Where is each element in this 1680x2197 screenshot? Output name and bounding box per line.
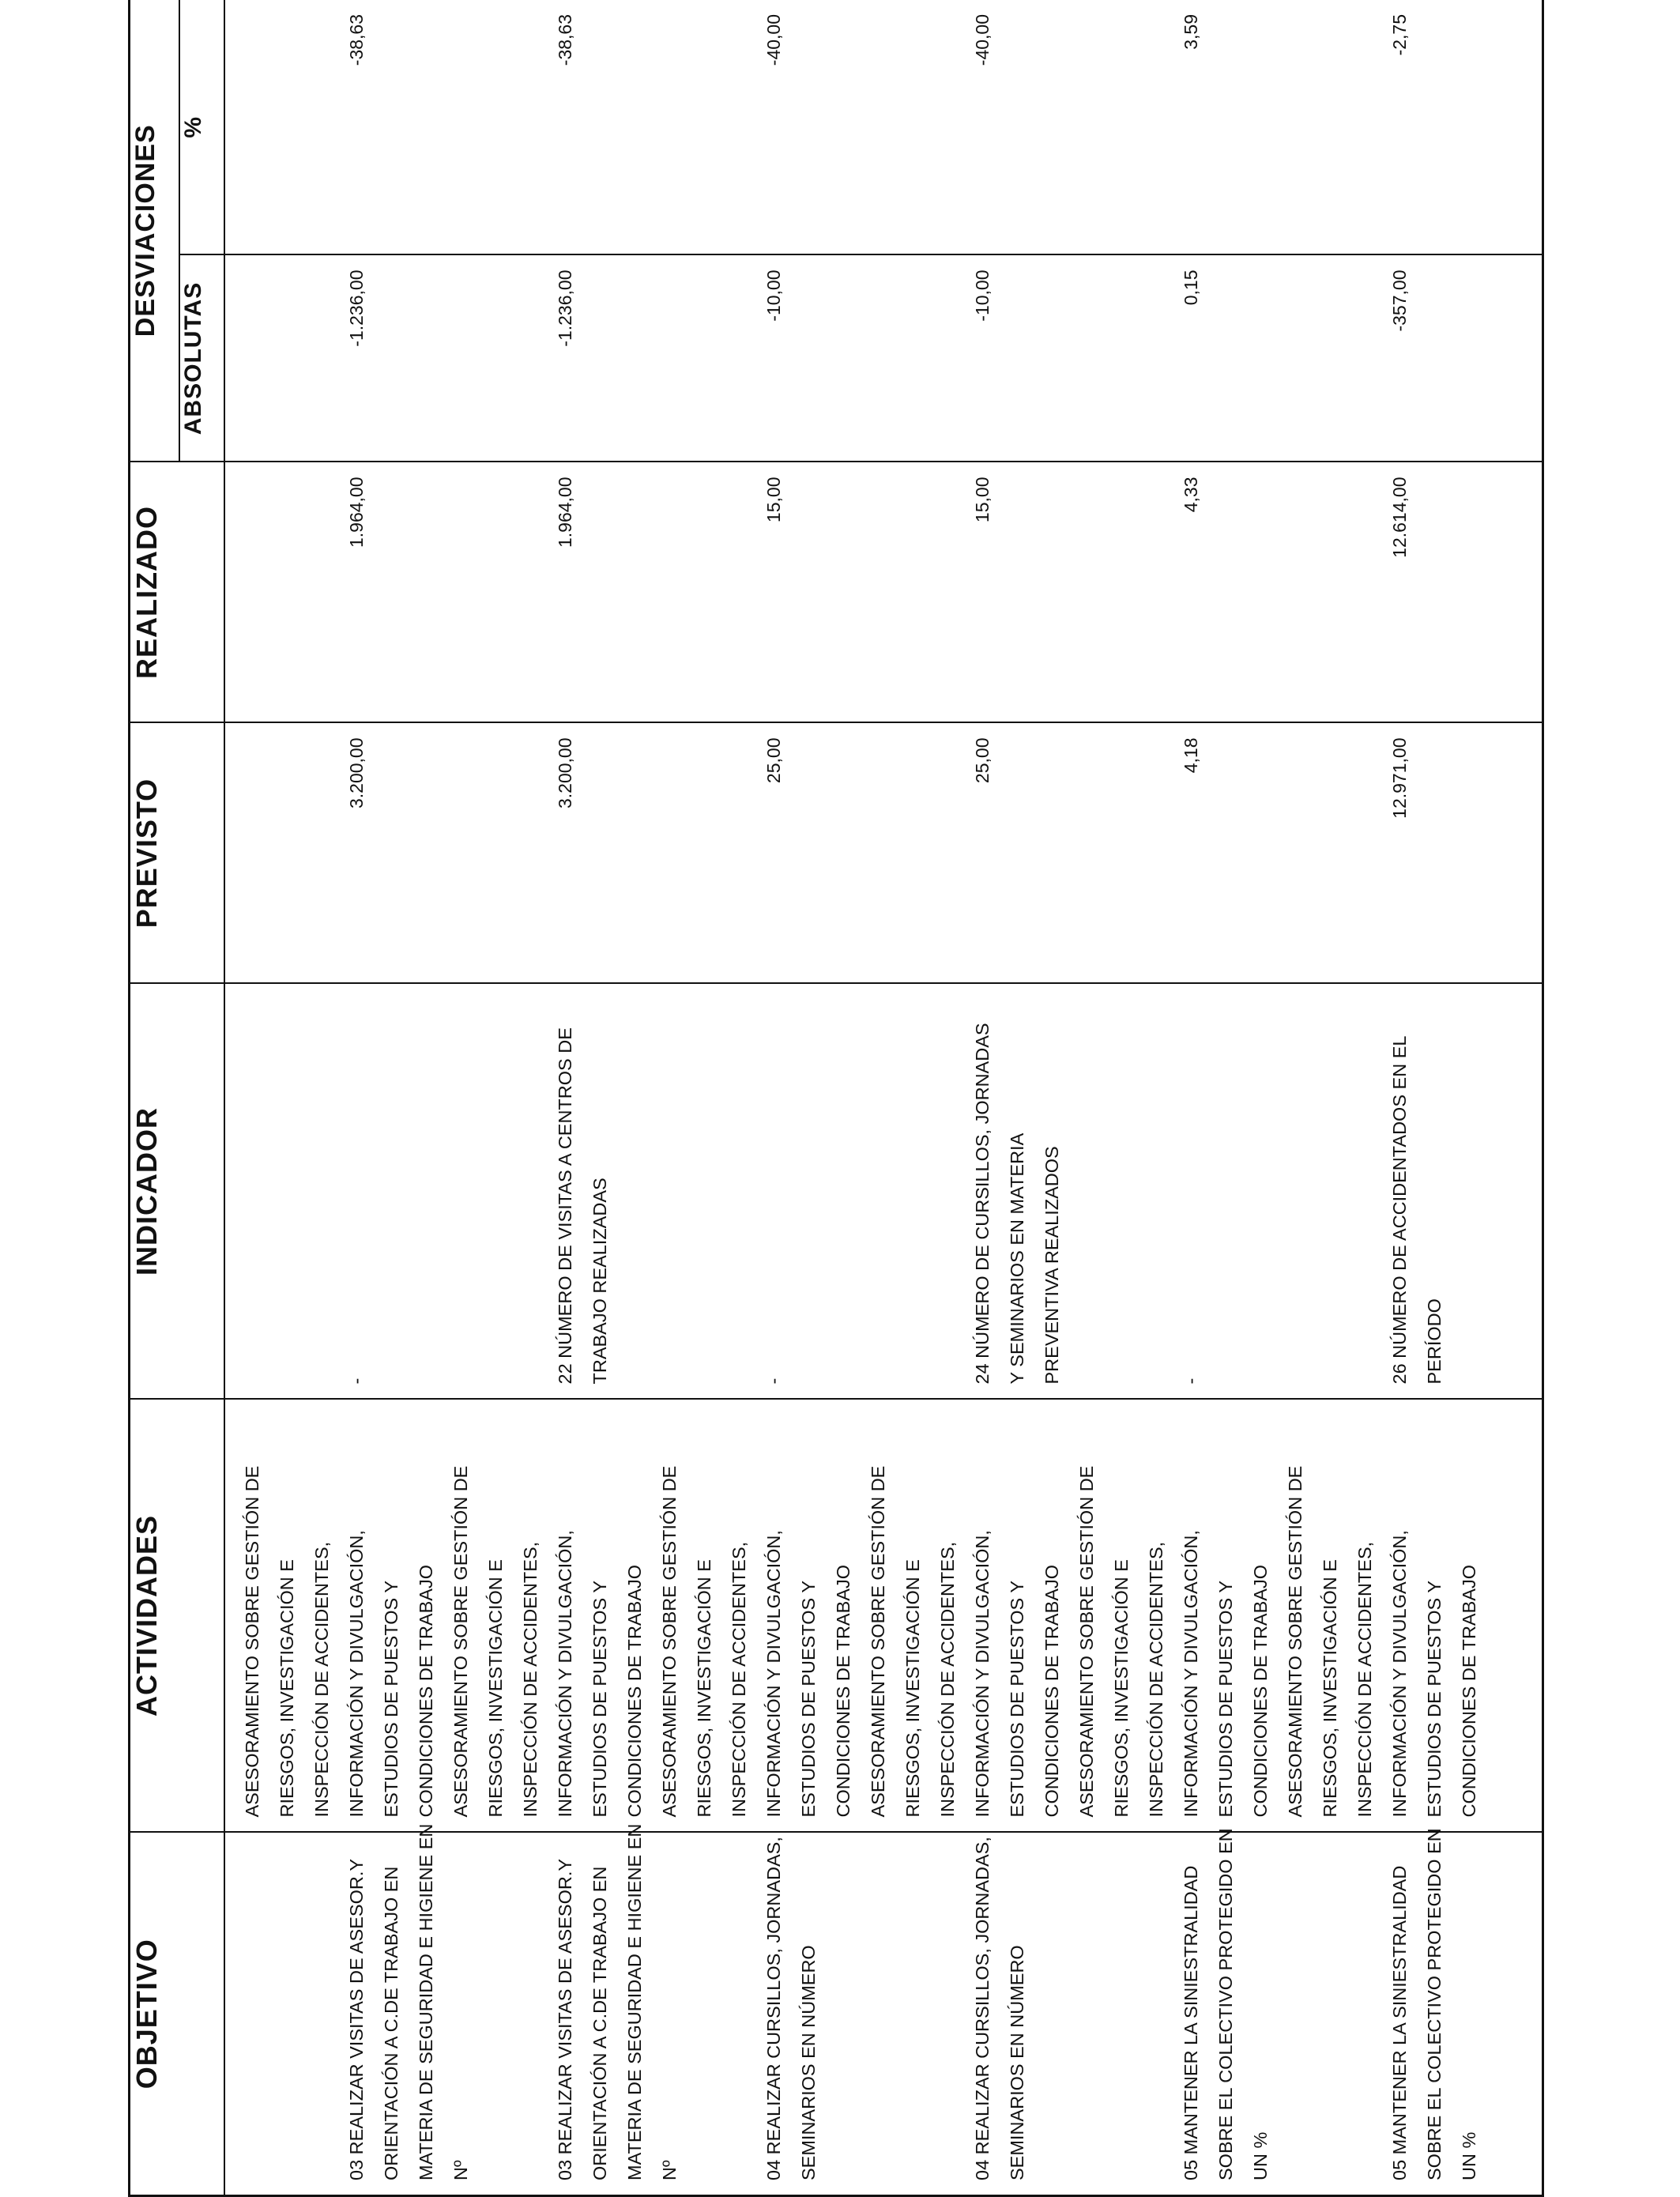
objetivo-line: MATERIA DE SEGURIDAD E HIGIENE EN bbox=[624, 1823, 645, 2180]
porcentaje-value: -40,00 bbox=[972, 13, 993, 66]
objetivo-line: 03 REALIZAR VISITAS DE ASESOR.Y bbox=[346, 1858, 367, 2180]
header-previsto: PREVISTO bbox=[130, 723, 225, 984]
actividad-line: RIESGOS, INVESTIGACIÓN E bbox=[902, 1559, 923, 1818]
actividades-column bbox=[224, 1400, 1543, 1833]
actividad-line: RIESGOS, INVESTIGACIÓN E bbox=[694, 1559, 714, 1818]
objetivo-line: Nº bbox=[450, 2160, 471, 2180]
actividad-line: INFORMACIÓN Y DIVULGACIÓN, bbox=[1181, 1530, 1201, 1818]
porcentaje-value: -2,75 bbox=[1389, 13, 1410, 56]
objetivo-line: SEMINARIOS EN NÚMERO bbox=[798, 1945, 819, 2180]
actividad-line: ASESORAMIENTO SOBRE GESTIÓN DE bbox=[450, 1465, 471, 1818]
actividad-cell bbox=[861, 1466, 1069, 1818]
realizado-value: 15,00 bbox=[763, 477, 784, 523]
absolutas-value: -1.236,00 bbox=[555, 269, 575, 347]
actividad-line: INSPECCIÓN DE ACCIDENTES, bbox=[311, 1541, 332, 1818]
header-indicador: INDICADOR bbox=[130, 984, 225, 1400]
actividad-line: ESTUDIOS DE PUESTOS Y bbox=[381, 1581, 401, 1818]
absolutas-column bbox=[224, 255, 1543, 462]
objetivo-line: ORIENTACIÓN A C.DE TRABAJO EN bbox=[590, 1866, 610, 2180]
indicador-cell bbox=[1382, 1036, 1452, 1385]
actividad-line: CONDICIONES DE TRABAJO bbox=[1250, 1565, 1271, 1818]
actividad-line: ESTUDIOS DE PUESTOS Y bbox=[1424, 1581, 1445, 1818]
actividad-line: RIESGOS, INVESTIGACIÓN E bbox=[1111, 1559, 1132, 1818]
actividad-line: INFORMACIÓN Y DIVULGACIÓN, bbox=[555, 1530, 575, 1818]
actividad-line: CONDICIONES DE TRABAJO bbox=[624, 1565, 645, 1818]
actividad-line: INSPECCIÓN DE ACCIDENTES, bbox=[937, 1541, 958, 1818]
absolutas-value: 0,15 bbox=[1181, 269, 1201, 306]
actividad-line: INSPECCIÓN DE ACCIDENTES, bbox=[1146, 1541, 1166, 1818]
previsto-value: 3.200,00 bbox=[346, 737, 367, 809]
actividad-line: INFORMACIÓN Y DIVULGACIÓN, bbox=[972, 1530, 993, 1818]
objetivo-line: 03 REALIZAR VISITAS DE ASESOR.Y bbox=[555, 1858, 575, 2180]
header-absolutas: ABSOLUTAS bbox=[179, 255, 224, 462]
header-actividades: ACTIVIDADES bbox=[130, 1400, 225, 1833]
objetivo-cell bbox=[965, 1837, 1034, 2180]
objetivo-line: 04 REALIZAR CURSILLOS, JORNADAS, bbox=[763, 1837, 784, 2180]
actividad-line: CONDICIONES DE TRABAJO bbox=[833, 1565, 853, 1818]
objetivo-line: Nº bbox=[659, 2160, 680, 2180]
absolutas-value: -10,00 bbox=[972, 269, 993, 322]
indicador-line: PERÍODO bbox=[1424, 1298, 1445, 1385]
indicador-cell bbox=[548, 1027, 617, 1384]
absolutas-value: -10,00 bbox=[763, 269, 784, 322]
actividad-line: ESTUDIOS DE PUESTOS Y bbox=[1215, 1581, 1236, 1818]
rotated-report-page bbox=[128, 0, 1543, 2197]
actividad-line: INFORMACIÓN Y DIVULGACIÓN, bbox=[346, 1530, 367, 1818]
indicador-line: - bbox=[1181, 1377, 1201, 1385]
indicador-cell bbox=[965, 1023, 1069, 1384]
realizado-value: 15,00 bbox=[972, 477, 993, 523]
actividad-line: ASESORAMIENTO SOBRE GESTIÓN DE bbox=[868, 1465, 888, 1818]
actividad-line: ASESORAMIENTO SOBRE GESTIÓN DE bbox=[1076, 1465, 1097, 1818]
realizado-value: 1.964,00 bbox=[555, 477, 575, 548]
deviation-report-table bbox=[128, 0, 1544, 2197]
indicador-line: - bbox=[346, 1377, 367, 1385]
objetivo-line: SEMINARIOS EN NÚMERO bbox=[1007, 1945, 1027, 2180]
actividad-line: INSPECCIÓN DE ACCIDENTES, bbox=[520, 1541, 541, 1818]
indicador-cell bbox=[339, 1378, 374, 1385]
realizado-column bbox=[224, 462, 1543, 723]
actividad-line: RIESGOS, INVESTIGACIÓN E bbox=[277, 1559, 297, 1818]
actividad-cell bbox=[1278, 1466, 1486, 1818]
header-objetivo: OBJETIVO bbox=[130, 1833, 225, 2196]
indicador-line: PREVENTIVA REALIZADOS bbox=[1042, 1146, 1062, 1385]
actividades-list bbox=[225, 1400, 1479, 1832]
header-realizado: REALIZADO bbox=[130, 462, 225, 723]
indicador-list bbox=[225, 985, 1445, 1399]
actividad-line: INFORMACIÓN Y DIVULGACIÓN, bbox=[1389, 1530, 1410, 1818]
indicador-line: 26 NÚMERO DE ACCIDENTADOS EN EL bbox=[1389, 1035, 1410, 1385]
actividad-cell bbox=[443, 1466, 652, 1818]
actividad-line: INSPECCIÓN DE ACCIDENTES, bbox=[729, 1541, 749, 1818]
header-desviaciones: DESVIACIONES bbox=[130, 0, 180, 462]
actividad-cell bbox=[1069, 1466, 1278, 1818]
indicador-cell bbox=[756, 1378, 791, 1385]
objetivo-cell bbox=[756, 1837, 826, 2180]
indicador-line: 24 NÚMERO DE CURSILLOS, JORNADAS bbox=[972, 1023, 993, 1385]
actividad-line: INFORMACIÓN Y DIVULGACIÓN, bbox=[763, 1530, 784, 1818]
realizado-value: 12.614,00 bbox=[1389, 477, 1410, 558]
objetivo-line: 04 REALIZAR CURSILLOS, JORNADAS, bbox=[972, 1837, 993, 2180]
absolutas-value: -1.236,00 bbox=[346, 269, 367, 347]
indicador-column bbox=[224, 984, 1543, 1400]
porcentaje-value: -40,00 bbox=[763, 13, 784, 66]
objetivo-line: SOBRE EL COLECTIVO PROTEGIDO EN bbox=[1424, 1828, 1445, 2180]
porcentaje-value: -38,63 bbox=[555, 13, 575, 66]
actividad-line: ASESORAMIENTO SOBRE GESTIÓN DE bbox=[242, 1465, 262, 1818]
objetivo-cell bbox=[548, 1824, 687, 2180]
realizado-value: 1.964,00 bbox=[346, 477, 367, 548]
objetivo-line: UN % bbox=[1250, 2131, 1271, 2180]
objetivo-cell bbox=[1173, 1828, 1278, 2180]
actividad-line: ESTUDIOS DE PUESTOS Y bbox=[798, 1581, 819, 1818]
objetivo-list bbox=[225, 1823, 1479, 2195]
porcentaje-value: 3,59 bbox=[1181, 13, 1201, 50]
actividad-line: ESTUDIOS DE PUESTOS Y bbox=[1007, 1581, 1027, 1818]
absolutas-value: -357,00 bbox=[1389, 269, 1410, 332]
actividad-line: CONDICIONES DE TRABAJO bbox=[1042, 1565, 1062, 1818]
indicador-line: 22 NÚMERO DE VISITAS A CENTROS DE bbox=[555, 1027, 575, 1385]
objetivo-column bbox=[224, 1823, 1543, 2196]
indicador-cell bbox=[1173, 1378, 1208, 1385]
previsto-value: 3.200,00 bbox=[555, 737, 575, 809]
objetivo-line: ORIENTACIÓN A C.DE TRABAJO EN bbox=[381, 1866, 401, 2180]
indicador-line: TRABAJO REALIZADAS bbox=[590, 1178, 610, 1385]
previsto-value: 12.971,00 bbox=[1389, 737, 1410, 819]
realizado-value: 4,33 bbox=[1181, 477, 1201, 513]
previsto-value: 25,00 bbox=[763, 737, 784, 784]
actividad-line: ESTUDIOS DE PUESTOS Y bbox=[590, 1581, 610, 1818]
actividad-line: RIESGOS, INVESTIGACIÓN E bbox=[485, 1559, 506, 1818]
objetivo-line: 05 MANTENER LA SINIESTRALIDAD bbox=[1181, 1865, 1201, 2180]
indicador-line: - bbox=[763, 1377, 784, 1385]
header-porcentaje: % bbox=[179, 0, 224, 255]
porcentaje-column bbox=[224, 0, 1543, 255]
objetivo-cell bbox=[1382, 1828, 1486, 2180]
actividad-line: ASESORAMIENTO SOBRE GESTIÓN DE bbox=[1285, 1465, 1305, 1818]
objetivo-line: MATERIA DE SEGURIDAD E HIGIENE EN bbox=[416, 1823, 436, 2180]
actividad-cell bbox=[235, 1466, 443, 1818]
actividad-line: CONDICIONES DE TRABAJO bbox=[1459, 1565, 1479, 1818]
previsto-value: 4,18 bbox=[1181, 737, 1201, 774]
actividad-line: INSPECCIÓN DE ACCIDENTES, bbox=[1354, 1541, 1375, 1818]
objetivo-line: 05 MANTENER LA SINIESTRALIDAD bbox=[1389, 1865, 1410, 2180]
actividad-cell bbox=[652, 1466, 861, 1818]
actividad-line: CONDICIONES DE TRABAJO bbox=[416, 1565, 436, 1818]
porcentaje-value: -38,63 bbox=[346, 13, 367, 66]
indicador-line: Y SEMINARIOS EN MATERIA bbox=[1007, 1132, 1027, 1385]
previsto-value: 25,00 bbox=[972, 737, 993, 784]
objetivo-cell bbox=[339, 1824, 478, 2180]
objetivo-line: SOBRE EL COLECTIVO PROTEGIDO EN bbox=[1215, 1828, 1236, 2180]
actividad-line: RIESGOS, INVESTIGACIÓN E bbox=[1320, 1559, 1340, 1818]
actividad-line: ASESORAMIENTO SOBRE GESTIÓN DE bbox=[659, 1465, 680, 1818]
objetivo-line: UN % bbox=[1459, 2131, 1479, 2180]
previsto-column bbox=[224, 723, 1543, 984]
